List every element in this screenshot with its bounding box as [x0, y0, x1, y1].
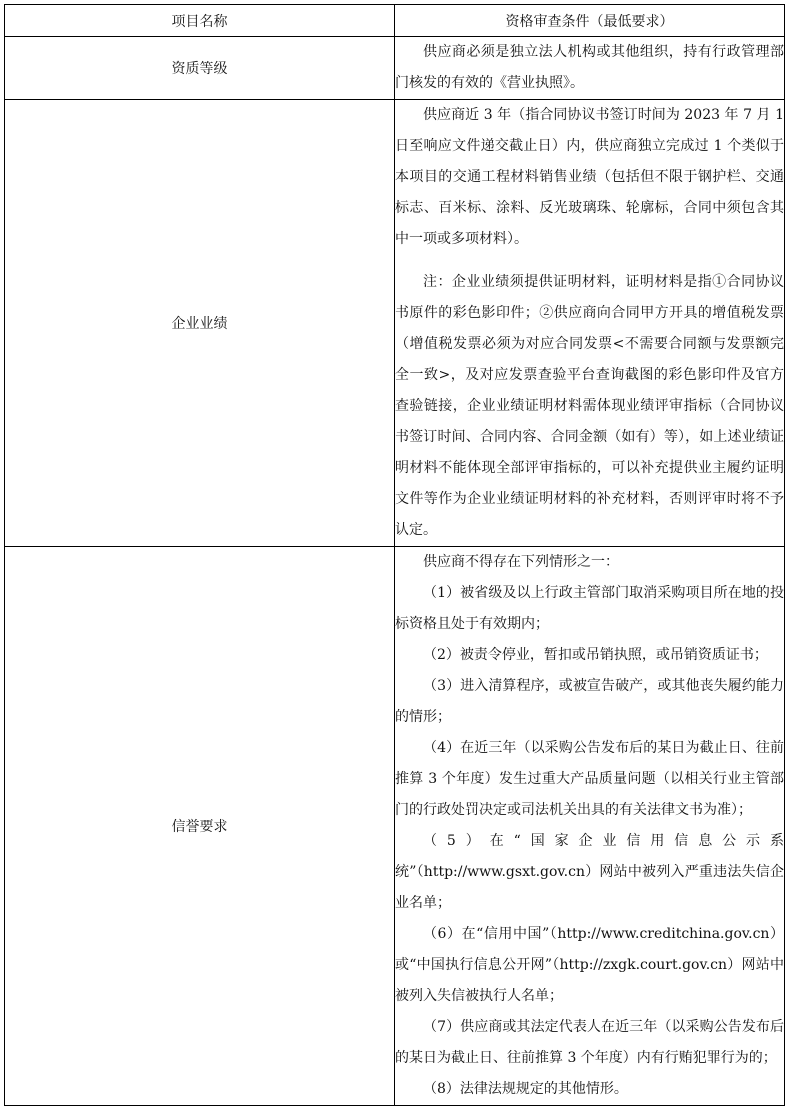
header-conditions: 资格审查条件（最低要求）	[395, 5, 785, 37]
table-row-qualification	[5, 37, 785, 100]
row-content	[395, 100, 785, 547]
row-label: 资质等级	[5, 37, 395, 100]
list-item: （3）进入清算程序，或被宣告破产，或其他丧失履约能力的情形；	[395, 678, 784, 725]
list-item: （4）在近三年（以采购公告发布后的某日为截止日、往前推算 3 个年度）发生过重大产品质量问题（以相关行业主管部门的行政处罚决定或司法机关出具的有关法律文书为准）；	[395, 740, 784, 818]
list-item: （8）法律法规规定的其他情形。	[423, 1081, 628, 1097]
list-item: （6）在“信用中国”（http://www.creditchina.gov.cn）或“中国执行信息公开网”（http://zxgk.court.gov.cn）网站中被列入失信被执行人名单；	[395, 926, 784, 1004]
row-label: 信誉要求	[5, 547, 395, 1106]
paragraph: 供应商不得存在下列情形之一：	[423, 554, 619, 570]
list-item: （7）供应商或其法定代表人在近三年（以采购公告发布后的某日为截止日、往前推算 3 个年度）内有行贿犯罪行为的；	[395, 1019, 784, 1066]
list-item: （5）在“国家企业信用信息公示系统”（http://www.gsxt.gov.cn）网站中被列入严重违法失信企业名单；	[395, 833, 784, 911]
row-content	[395, 547, 785, 1106]
table-header-row	[5, 5, 785, 37]
paragraph: 供应商近 3 年（指合同协议书签订时间为 2023 年 7 月 1 日至响应文件递交截止日）内，供应商独立完成过 1 个类似于本项目的交通工程材料销售业绩（包括但不限于钢护栏、交通标志、百米标、涂料、反光玻璃珠、轮廓标，合同中须包含其中一项或多项材料）。	[395, 107, 784, 247]
row-label: 企业业绩	[5, 100, 395, 547]
list-item: （2）被责令停业，暂扣或吊销执照，或吊销资质证书；	[423, 647, 768, 663]
row-content	[395, 37, 785, 100]
table-row-performance	[5, 100, 785, 547]
list-item: （1）被省级及以上行政主管部门取消采购项目所在地的投标资格且处于有效期内；	[395, 585, 784, 632]
table-row-credit	[5, 547, 785, 1106]
paragraph: 供应商必须是独立法人机构或其他组织，持有行政管理部门核发的有效的《营业执照》。	[395, 44, 784, 91]
qualification-table	[4, 4, 785, 1106]
header-item-name: 项目名称	[5, 5, 395, 37]
note-paragraph: 注：企业业绩须提供证明材料，证明材料是指①合同协议书原件的彩色影印件；②供应商向合同甲方开具的增值税发票（增值税发票必须为对应合同发票<不需要合同额与发票额完全一致>，及对应发票查验平台查询截图的彩色影印件及官方查验链接，企业业绩证明材料需体现业绩评审指标（合同协议书签订时间、合同内容、合同金额（如有）等），如上述业绩证明材料不能体现全部评审指标的，可以补充提供业主履约证明文件等作为企业业绩证明材料的补充材料，否则评审时将不予认定。	[395, 274, 784, 538]
